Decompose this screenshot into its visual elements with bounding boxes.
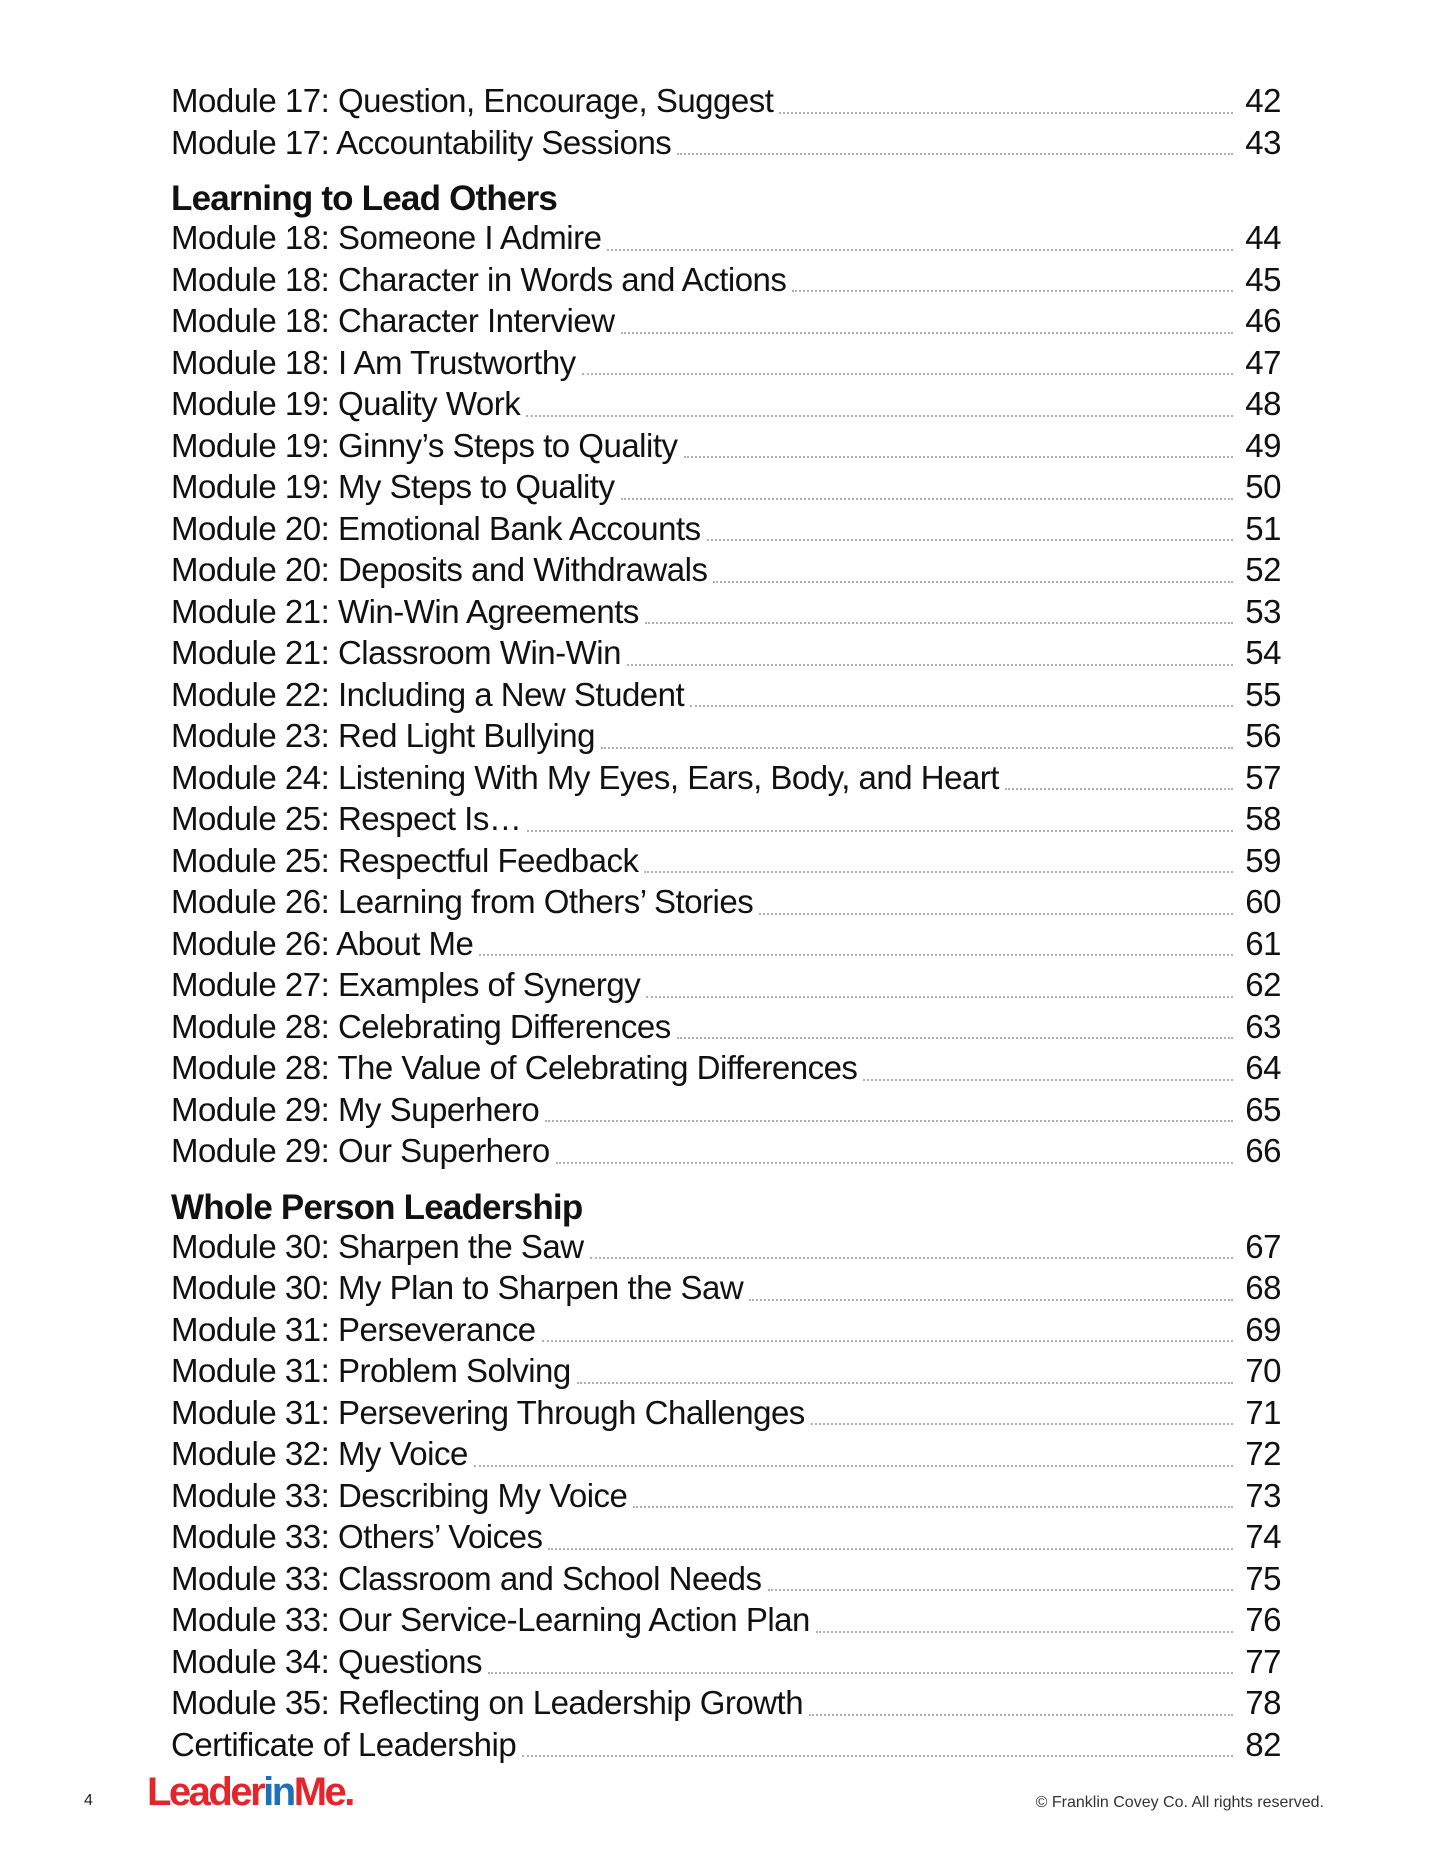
toc-entry[interactable] (171, 468, 1281, 510)
dot-leader (816, 1630, 1233, 1633)
toc-entry-page: 76 (1245, 1601, 1281, 1638)
toc-entry[interactable] (171, 800, 1281, 842)
toc-entry[interactable] (171, 676, 1281, 718)
dot-leader (545, 1119, 1233, 1122)
toc-entry-page: 68 (1245, 1269, 1281, 1306)
toc-entry-title: Certificate of Leadership (171, 1725, 517, 1763)
dot-leader (690, 704, 1233, 707)
toc-entry-page: 56 (1245, 717, 1281, 754)
toc-entry[interactable] (171, 1435, 1281, 1477)
toc-entry-page: 53 (1245, 592, 1281, 630)
logo-part-leader: Leader (147, 1770, 264, 1814)
section-heading: Learning to Lead Others (171, 179, 558, 218)
toc-entry-page: 78 (1245, 1684, 1281, 1721)
toc-entry-title: Module 17: Question, Encourage, Suggest (171, 82, 774, 119)
toc-entry-page: 64 (1245, 1049, 1281, 1086)
toc-entry[interactable] (171, 1726, 1281, 1768)
toc-entry-page: 58 (1245, 800, 1281, 837)
toc-entry-page: 46 (1245, 302, 1281, 339)
toc-entry-title: Module 35: Reflecting on Leadership Growth (171, 1684, 804, 1721)
toc-entry-title: Module 21: Classroom Win-Win (171, 634, 621, 671)
toc-entry-page: 70 (1245, 1352, 1281, 1389)
toc-entry[interactable] (171, 302, 1281, 344)
toc-entry-title: Module 26: About Me (171, 924, 474, 962)
toc-entry[interactable] (171, 1091, 1281, 1133)
toc-entry-title: Module 30: Sharpen the Saw (171, 1227, 584, 1265)
section-heading: Whole Person Leadership (171, 1187, 583, 1227)
copyright-notice: © Franklin Covey Co. All rights reserved. (1035, 1794, 1324, 1811)
toc-entry-title: Module 25: Respectful Feedback (171, 841, 639, 879)
toc-entry[interactable] (171, 1518, 1281, 1560)
toc-entry-title: Module 23: Red Light Bullying (171, 717, 595, 754)
toc-entry-page: 45 (1245, 260, 1281, 298)
toc-entry-title: Module 18: Someone I Admire (171, 219, 602, 256)
page-number: 4 (84, 1792, 93, 1809)
toc-entry[interactable] (171, 842, 1281, 884)
toc-entry-page: 63 (1245, 1007, 1281, 1045)
toc-entry-title: Module 19: Ginny’s Steps to Quality (171, 426, 678, 464)
dot-leader (707, 538, 1233, 541)
toc-entry-page: 72 (1245, 1435, 1281, 1472)
dot-leader (677, 1036, 1233, 1039)
toc-entry[interactable] (171, 759, 1281, 801)
toc-entry[interactable] (171, 1601, 1281, 1643)
toc-entry-page: 54 (1245, 634, 1281, 671)
toc-entry-title: Module 18: Character in Words and Actions (171, 260, 787, 298)
toc-entry[interactable] (171, 510, 1281, 552)
dot-leader (759, 912, 1233, 915)
toc-entry-title: Module 33: Classroom and School Needs (171, 1559, 762, 1597)
dot-leader (474, 1464, 1233, 1467)
toc-entry[interactable] (171, 1228, 1281, 1270)
toc-entry-page: 65 (1245, 1090, 1281, 1128)
toc-entry-title: Module 31: Problem Solving (171, 1352, 571, 1389)
toc-entry-page: 57 (1245, 758, 1281, 796)
toc-entry[interactable] (171, 883, 1281, 925)
dot-leader (684, 455, 1233, 458)
toc-entry-page: 62 (1245, 966, 1281, 1003)
toc-entry-page: 48 (1245, 385, 1281, 422)
toc-entry-title: Module 31: Perseverance (171, 1310, 536, 1348)
dot-leader (749, 1298, 1233, 1301)
toc-entry[interactable] (171, 966, 1281, 1008)
dot-leader (621, 331, 1233, 334)
toc-entry-page: 42 (1245, 82, 1281, 119)
dot-leader (542, 1339, 1233, 1342)
dot-leader (479, 953, 1233, 956)
toc-entry-title: Module 18: I Am Trustworthy (171, 343, 576, 381)
toc-entry[interactable] (171, 1560, 1281, 1602)
dot-leader (644, 870, 1233, 873)
toc-entry-title: Module 27: Examples of Synergy (171, 966, 641, 1003)
toc-entry[interactable] (171, 1394, 1281, 1436)
toc-entry-title: Module 33: Describing My Voice (171, 1476, 628, 1514)
toc-entry[interactable] (171, 551, 1281, 593)
toc-entry-page: 60 (1245, 883, 1281, 920)
toc-entry[interactable] (171, 1684, 1281, 1726)
toc-entry-title: Module 20: Emotional Bank Accounts (171, 509, 701, 547)
dot-leader (811, 1422, 1233, 1425)
toc-entry-title: Module 24: Listening With My Eyes, Ears, Body, and Heart (171, 758, 999, 796)
toc-entry-page: 75 (1245, 1559, 1281, 1597)
toc-entry[interactable] (171, 1049, 1281, 1091)
toc-entry-page: 52 (1245, 551, 1281, 588)
toc-entry-page: 49 (1245, 426, 1281, 464)
leader-in-me-logo (147, 1770, 353, 1815)
toc-entry-title: Module 30: My Plan to Sharpen the Saw (171, 1269, 744, 1306)
toc-entry[interactable] (171, 1311, 1281, 1353)
toc-entry[interactable] (171, 1269, 1281, 1311)
dot-leader (768, 1588, 1233, 1591)
toc-entry-page: 51 (1245, 509, 1281, 547)
logo-part-in: in (263, 1770, 294, 1814)
toc-entry-title: Module 22: Including a New Student (171, 675, 685, 713)
toc-entry[interactable] (171, 82, 1281, 124)
toc-entry[interactable] (171, 1477, 1281, 1519)
toc-entry-page: 59 (1245, 841, 1281, 879)
toc-entry-page: 77 (1245, 1642, 1281, 1680)
dot-leader (645, 621, 1233, 624)
toc-entry[interactable] (171, 593, 1281, 635)
toc-entry[interactable] (171, 344, 1281, 386)
toc-entry-title: Module 29: Our Superhero (171, 1132, 550, 1169)
toc-entry-page: 69 (1245, 1310, 1281, 1348)
dot-leader (607, 248, 1233, 251)
dot-leader (522, 1754, 1233, 1757)
toc-entry[interactable] (171, 124, 1281, 166)
toc-entry[interactable] (171, 1132, 1281, 1174)
toc-entry-title: Module 28: The Value of Celebrating Differences (171, 1049, 858, 1086)
dot-leader (677, 152, 1233, 155)
toc-entry-page: 67 (1245, 1227, 1281, 1265)
toc-entry-page: 71 (1245, 1393, 1281, 1431)
toc-entry-page: 74 (1245, 1518, 1281, 1555)
dot-leader (779, 111, 1233, 114)
dot-leader (1005, 787, 1233, 790)
toc-entry-page: 43 (1245, 123, 1281, 161)
toc-entry[interactable] (171, 1008, 1281, 1050)
toc-entry-page: 44 (1245, 219, 1281, 256)
toc-entry[interactable] (171, 634, 1281, 676)
dot-leader (488, 1671, 1233, 1674)
toc-entry-title: Module 17: Accountability Sessions (171, 123, 672, 161)
dot-leader (863, 1078, 1233, 1081)
toc-entry-page: 50 (1245, 468, 1281, 505)
toc-entry[interactable] (171, 1643, 1281, 1685)
toc-entry-title: Module 31: Persevering Through Challenges (171, 1393, 805, 1431)
toc-entry[interactable] (171, 219, 1281, 261)
toc-entry-title: Module 19: My Steps to Quality (171, 468, 615, 505)
toc-entry-title: Module 33: Others’ Voices (171, 1518, 543, 1555)
dot-leader (590, 1256, 1233, 1259)
toc-entry-title: Module 32: My Voice (171, 1435, 468, 1472)
table-of-contents (171, 82, 1281, 1767)
toc-entry[interactable] (171, 385, 1281, 427)
dot-leader (556, 1161, 1233, 1164)
toc-entry[interactable] (171, 427, 1281, 469)
toc-entry-title: Module 28: Celebrating Differences (171, 1007, 671, 1045)
toc-entry-page: 66 (1245, 1132, 1281, 1169)
dot-leader (548, 1547, 1233, 1550)
dot-leader (627, 663, 1233, 666)
toc-entry-title: Module 21: Win-Win Agreements (171, 592, 639, 630)
dot-leader (792, 289, 1233, 292)
toc-entry[interactable] (171, 717, 1281, 759)
toc-entry[interactable] (171, 1352, 1281, 1394)
logo-part-me: Me. (293, 1770, 353, 1814)
dot-leader (646, 995, 1233, 998)
dot-leader (527, 829, 1233, 832)
toc-entry-page: 47 (1245, 343, 1281, 381)
toc-entry-page: 73 (1245, 1476, 1281, 1514)
toc-entry-title: Module 19: Quality Work (171, 385, 521, 422)
dot-leader (713, 580, 1233, 583)
toc-entry-title: Module 29: My Superhero (171, 1090, 540, 1128)
toc-entry-page: 61 (1245, 924, 1281, 962)
toc-entry-page: 82 (1245, 1725, 1281, 1763)
toc-entry-title: Module 26: Learning from Others’ Stories (171, 883, 754, 920)
dot-leader (577, 1381, 1233, 1384)
toc-entry-title: Module 20: Deposits and Withdrawals (171, 551, 708, 588)
toc-entry-title: Module 34: Questions (171, 1642, 483, 1680)
dot-leader (582, 372, 1233, 375)
toc-entry[interactable] (171, 261, 1281, 303)
toc-entry-title: Module 18: Character Interview (171, 302, 615, 339)
toc-entry-page: 55 (1245, 675, 1281, 713)
page-footer (0, 1770, 1445, 1830)
dot-leader (633, 1505, 1233, 1508)
toc-entry-title: Module 25: Respect Is… (171, 800, 522, 837)
dot-leader (526, 414, 1233, 417)
dot-leader (621, 497, 1233, 500)
toc-entry-title: Module 33: Our Service-Learning Action Plan (171, 1601, 810, 1638)
toc-entry[interactable] (171, 925, 1281, 967)
dot-leader (601, 746, 1233, 749)
dot-leader (809, 1713, 1233, 1716)
